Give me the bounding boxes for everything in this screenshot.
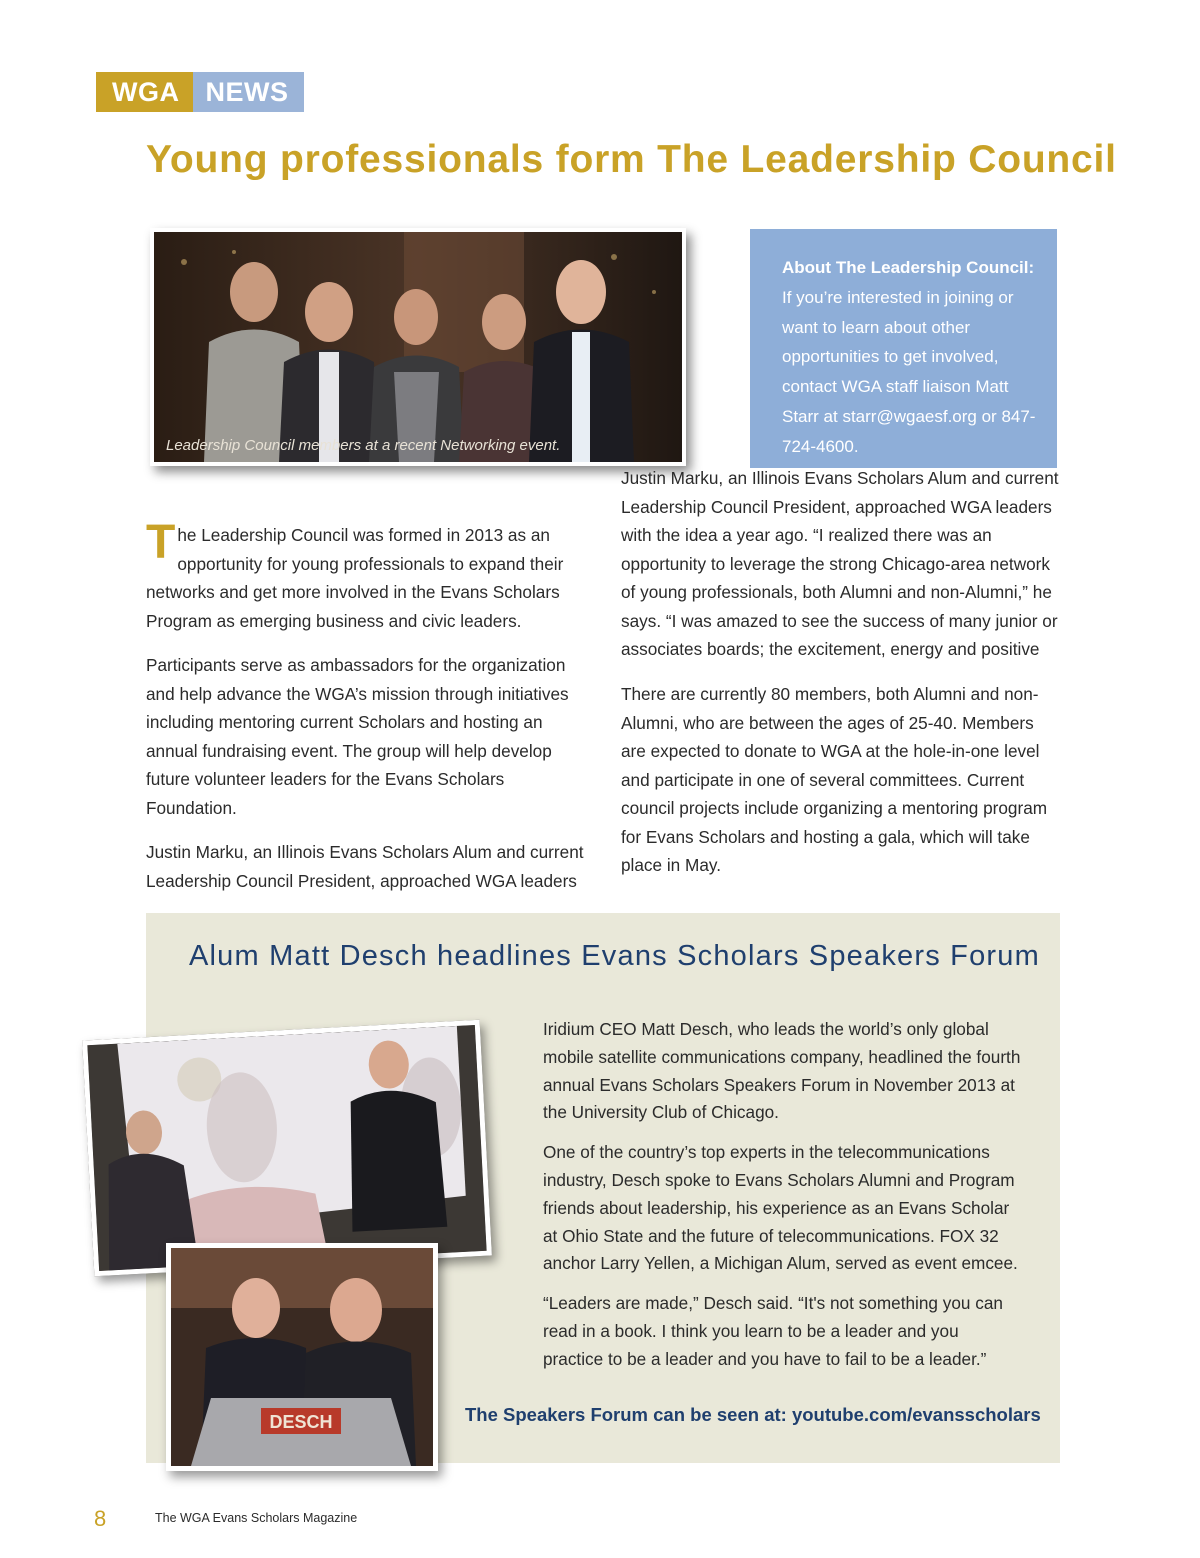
forum-text-column <box>543 1016 1023 1386</box>
jersey-name-text: DESCH <box>269 1412 333 1432</box>
drop-cap: T <box>146 516 176 569</box>
group-photo <box>150 228 686 466</box>
article-paragraph-3-text: Justin Marku, an Illinois Evans Scholars Alum and current Leadership Council President, approached WGA leaders <box>146 842 584 891</box>
group-photo-image <box>154 232 682 462</box>
about-heading: About The Leadership Council: <box>782 258 1035 277</box>
article-column-2 <box>621 468 1061 896</box>
article-paragraph-4: There are currently 80 members, both Alumni and non-Alumni, who are between the ages of 25-40. Members are expected to donate to WGA at the hole-in-one level and participate in one of several committees. Current council projects include organizing a mentoring program for Evans Scholars and hosting a gala, which will take place in May. <box>621 684 1048 875</box>
forum-stage-photo <box>82 1020 492 1277</box>
article-paragraph-1-text: he Leadership Council was formed in 2013 as an opportunity for young professionals to expand their networks and get more involved in the Evans Scholars Program as emerging business and civic leaders. <box>146 525 564 631</box>
forum-stage-photo-image <box>87 1025 486 1271</box>
speakers-forum-title: Alum Matt Desch headlines Evans Scholars Speakers Forum <box>189 940 1040 972</box>
article-paragraph-3-text-continued: Justin Marku, an Illinois Evans Scholars Alum and current Leadership Council President, approached WGA leaders with the idea a year ago. “I realized there was an opportunity to leverage the strong Chicago-area network of young professionals, both Alumni and non-Alumni,” he says. “I was amazed to see the success of many junior or associates boards; the excitement, energy and positive <box>621 468 1059 659</box>
article-title: Young professionals form The Leadership Council <box>146 138 1117 181</box>
article-column-1 <box>146 516 586 910</box>
article-paragraph-3-continued <box>621 464 1061 663</box>
article-paragraph-3 <box>146 838 586 894</box>
forum-paragraph-3: “Leaders are made,” Desch said. “It's not something you can read in a book. I think you learn to be a leader and you practice to be a leader and you have to fail to be a leader.” <box>543 1293 1003 1369</box>
about-box <box>750 229 1057 468</box>
section-tag-wga: WGA <box>96 72 193 112</box>
forum-paragraph-2: One of the country’s top experts in the telecommunications industry, Desch spoke to Evans Scholars Alumni and Program friends about leadership, his experience as an Evans Scholar at Ohio State and the future of telecommunications. FOX 32 anchor Larry Yellen, a Michigan Alum, served as event emcee. <box>543 1142 1018 1274</box>
page-number: 8 <box>94 1506 107 1531</box>
section-tag-news: NEWS <box>193 72 304 112</box>
publication-name: The WGA Evans Scholars Magazine <box>155 1511 358 1525</box>
about-text: If you’re interested in joining or want to learn about other opportunities to get involved, contact WGA staff liaison Matt Starr at starr@wgaesf.org or 847-724-4600. <box>782 287 1036 456</box>
speakers-forum-link[interactable]: The Speakers Forum can be seen at: youtube.com/evansscholars <box>465 1404 1041 1425</box>
article-paragraph-1 <box>146 516 586 635</box>
group-photo-caption: Leadership Council members at a recent Networking event. <box>166 437 561 454</box>
jersey-photo-image <box>171 1248 433 1466</box>
article-paragraph-2: Participants serve as ambassadors for the organization and help advance the WGA’s mission through initiatives including mentoring current Scholars and hosting an annual fundraising event. The group will help develop future volunteer leaders for the Evans Scholars Foundation. <box>146 655 569 818</box>
section-tag <box>96 72 304 112</box>
jersey-photo <box>166 1243 438 1471</box>
forum-paragraph-1: Iridium CEO Matt Desch, who leads the world’s only global mobile satellite communications company, headlined the fourth annual Evans Scholars Speakers Forum in November 2013 at the University Club of Chicago. <box>543 1019 1021 1123</box>
